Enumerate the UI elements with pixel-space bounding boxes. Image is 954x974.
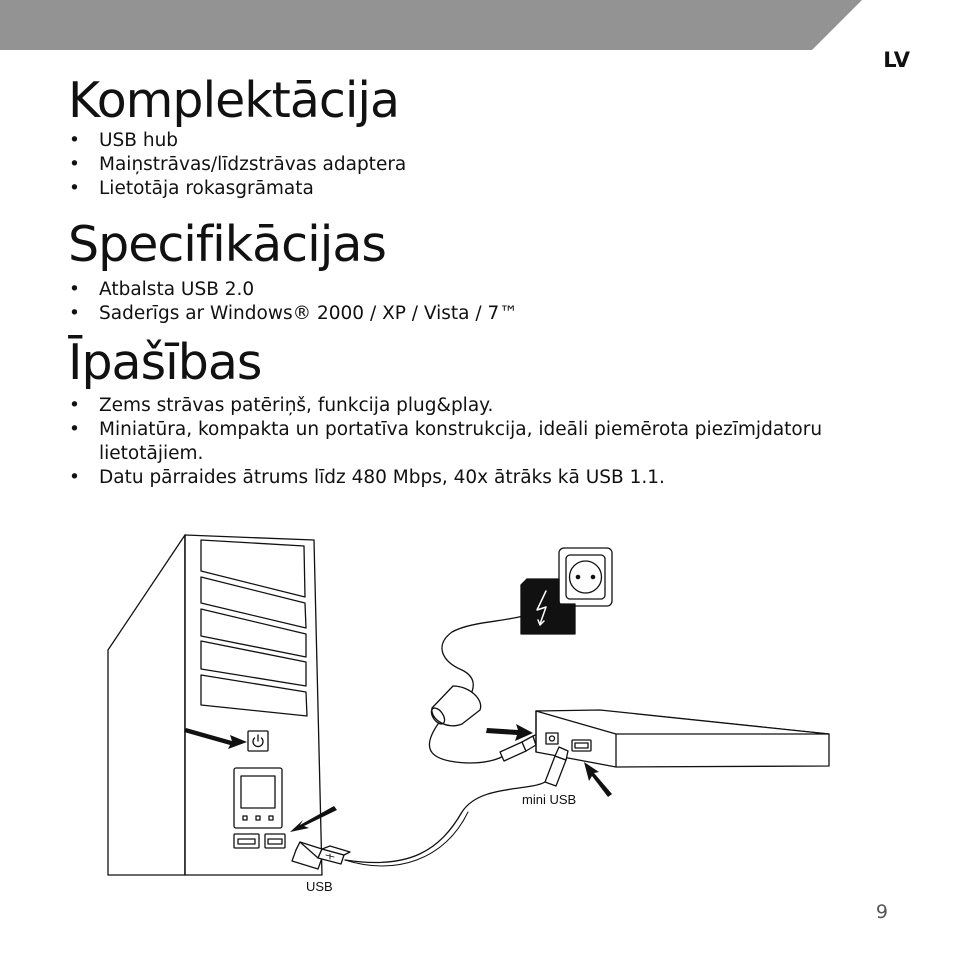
pc-tower-illustration bbox=[108, 535, 322, 875]
usb-hub-illustration bbox=[536, 710, 829, 767]
list-item: • Atbalsta USB 2.0 bbox=[68, 278, 518, 302]
wall-socket-illustration bbox=[559, 548, 612, 606]
header-band bbox=[0, 0, 954, 50]
section-title-specifications: Specifikācijas bbox=[68, 216, 386, 273]
arrow-to-mini-usb-port bbox=[584, 762, 612, 797]
page-number: 9 bbox=[875, 901, 888, 923]
specifications-list bbox=[68, 278, 518, 326]
connection-illustration bbox=[0, 520, 954, 900]
list-item: • Lietotāja rokasgrāmata bbox=[68, 177, 406, 201]
section-title-features: Īpašības bbox=[68, 334, 262, 391]
package-contents-list bbox=[68, 129, 406, 201]
list-item: • Zems strāvas patēriņš, funkcija plug&play. bbox=[68, 394, 888, 418]
language-tag: LV bbox=[883, 48, 910, 72]
list-item: • Maiņstrāvas/līdzstrāvas adaptera bbox=[68, 153, 406, 177]
usb-label: USB bbox=[306, 879, 333, 894]
mini-usb-label: mini USB bbox=[522, 792, 577, 807]
list-item: • Saderīgs ar Windows® 2000 / XP / Vista / 7™ bbox=[68, 302, 518, 326]
list-item: • Miniatūra, kompakta un portatīva konstrukcija, ideāli piemērota piezīmjdatoru lietotājiem. bbox=[68, 418, 888, 466]
arrow-to-dc-port bbox=[486, 724, 533, 741]
list-item: • USB hub bbox=[68, 129, 406, 153]
section-title-package-contents: Komplektācija bbox=[68, 72, 400, 129]
usb-cable bbox=[345, 768, 558, 863]
list-item: • Datu pārraides ātrums līdz 480 Mbps, 40x ātrāks kā USB 1.1. bbox=[68, 466, 888, 490]
features-list bbox=[68, 394, 888, 490]
